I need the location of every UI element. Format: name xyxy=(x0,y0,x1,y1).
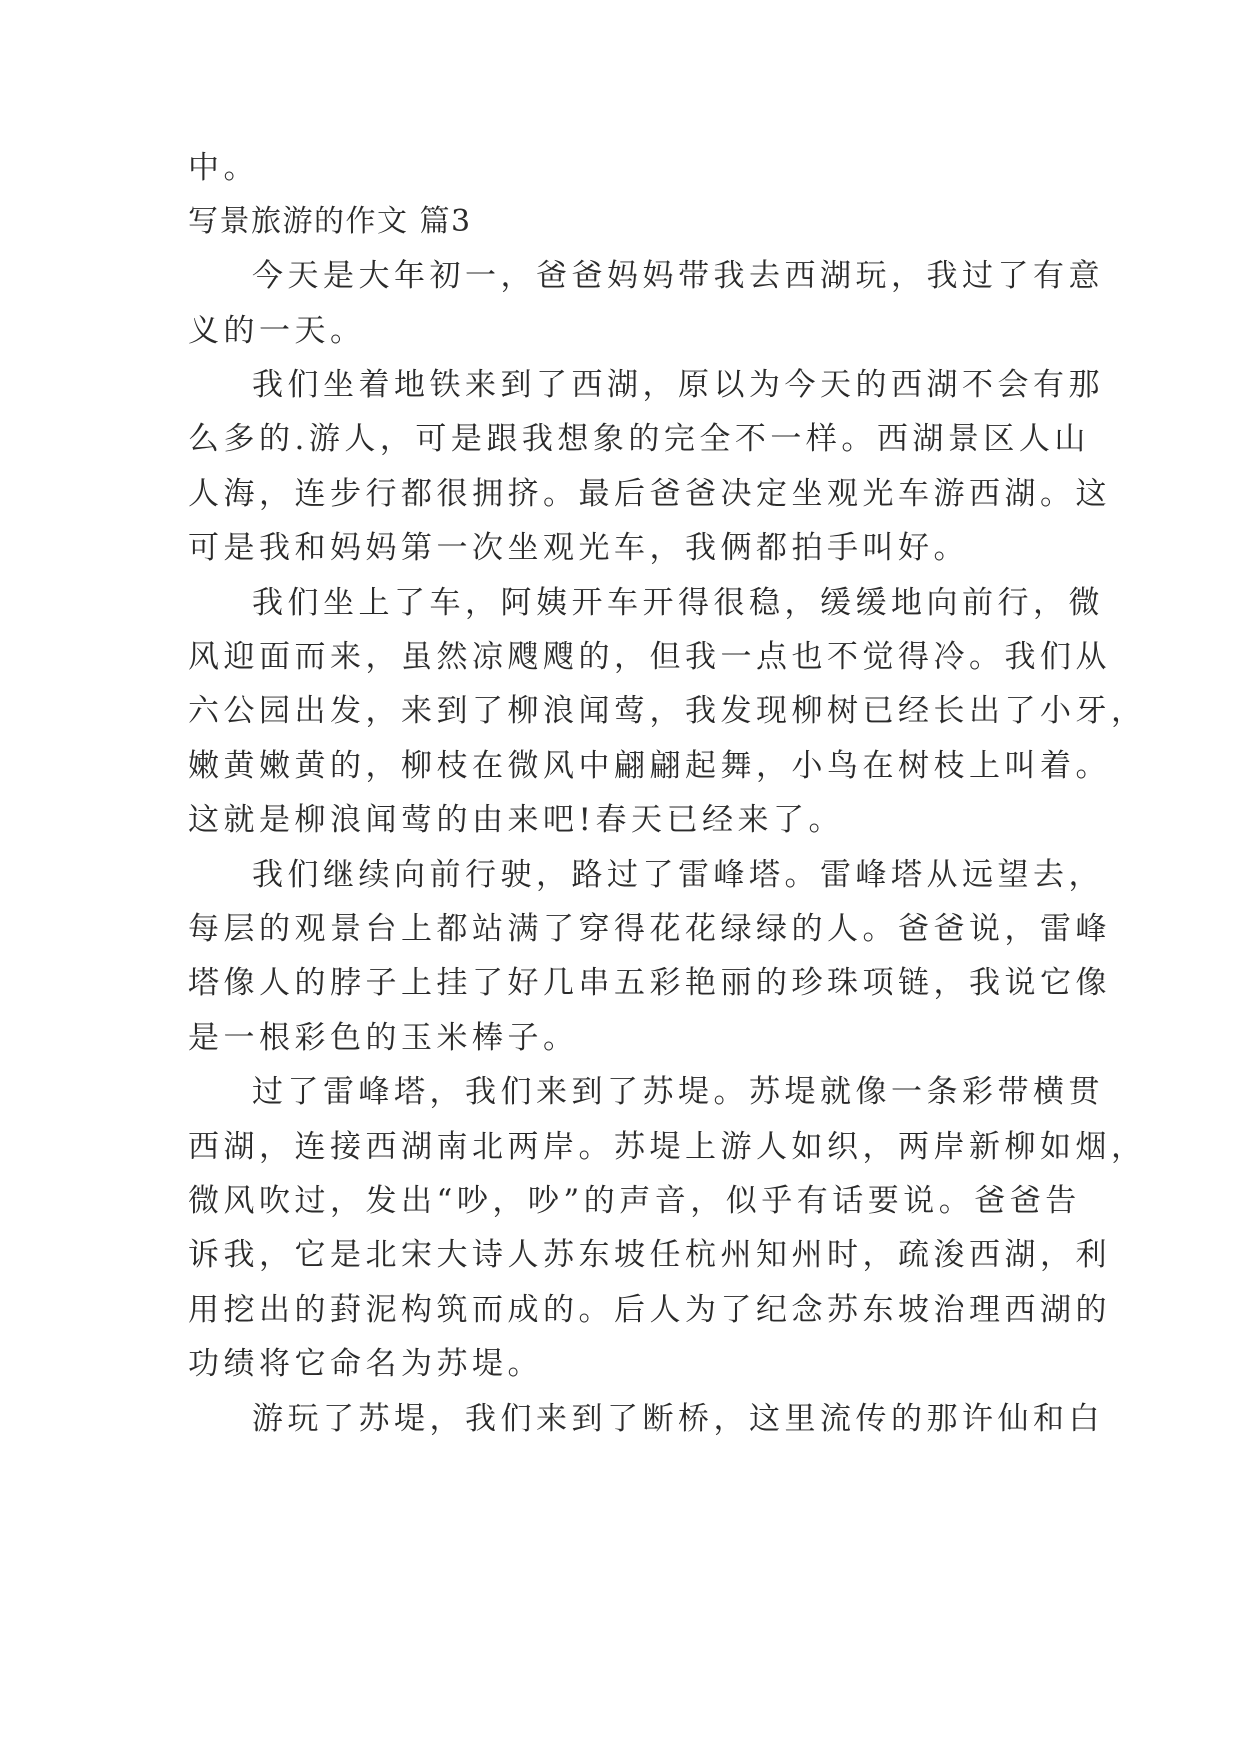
text-line: 功绩将它命名为苏堤。 xyxy=(188,1346,543,1382)
text-line: 每层的观景台上都站满了穿得花花绿绿的人。爸爸说，雷峰 xyxy=(188,911,1111,947)
text-line: 用挖出的葑泥构筑而成的。后人为了纪念苏东坡治理西湖的 xyxy=(188,1292,1111,1328)
text-line: 塔像人的脖子上挂了好几串五彩艳丽的珍珠项链，我说它像 xyxy=(188,965,1111,1001)
text-line: 诉我，它是北宋大诗人苏东坡任杭州知州时，疏浚西湖，利 xyxy=(188,1237,1111,1273)
text-line: 可是我和妈妈第一次坐观光车，我俩都拍手叫好。 xyxy=(188,530,969,566)
text-line: 我们坐着地铁来到了西湖，原以为今天的西湖不会有那 xyxy=(252,367,1104,403)
text-line: 人海，连步行都很拥挤。最后爸爸决定坐观光车游西湖。这 xyxy=(188,476,1111,512)
section-title: 写景旅游的作文 篇3 xyxy=(188,204,472,239)
text-line: 我们继续向前行驶，路过了雷峰塔。雷峰塔从远望去， xyxy=(252,857,1104,893)
text-line: 中。 xyxy=(188,150,259,186)
text-line: 风迎面而来，虽然凉飕飕的，但我一点也不觉得冷。我们从 xyxy=(188,639,1111,675)
text-line: 嫩黄嫩黄的，柳枝在微风中翩翩起舞，小鸟在树枝上叫着。 xyxy=(188,748,1111,784)
text-line: 这就是柳浪闻莺的由来吧!春天已经来了。 xyxy=(188,802,844,838)
text-line: 游玩了苏堤，我们来到了断桥，这里流传的那许仙和白 xyxy=(252,1401,1104,1437)
text-line: 义的一天。 xyxy=(188,313,366,349)
text-line: 么多的.游人，可是跟我想象的完全不一样。西湖景区人山 xyxy=(188,421,1090,457)
text-line: 西湖，连接西湖南北两岸。苏堤上游人如织，两岸新柳如烟， xyxy=(188,1129,1147,1165)
text-line: 我们坐上了车，阿姨开车开得很稳，缓缓地向前行，微 xyxy=(252,585,1104,621)
text-line: 今天是大年初一，爸爸妈妈带我去西湖玩，我过了有意 xyxy=(252,258,1104,294)
text-line: 是一根彩色的玉米棒子。 xyxy=(188,1020,579,1056)
text-line: 六公园出发，来到了柳浪闻莺，我发现柳树已经长出了小牙， xyxy=(188,693,1147,729)
text-line: 微风吹过，发出“吵，吵”的声音，似乎有话要说。爸爸告 xyxy=(188,1183,1081,1219)
text-line: 过了雷峰塔，我们来到了苏堤。苏堤就像一条彩带横贯 xyxy=(252,1074,1104,1110)
